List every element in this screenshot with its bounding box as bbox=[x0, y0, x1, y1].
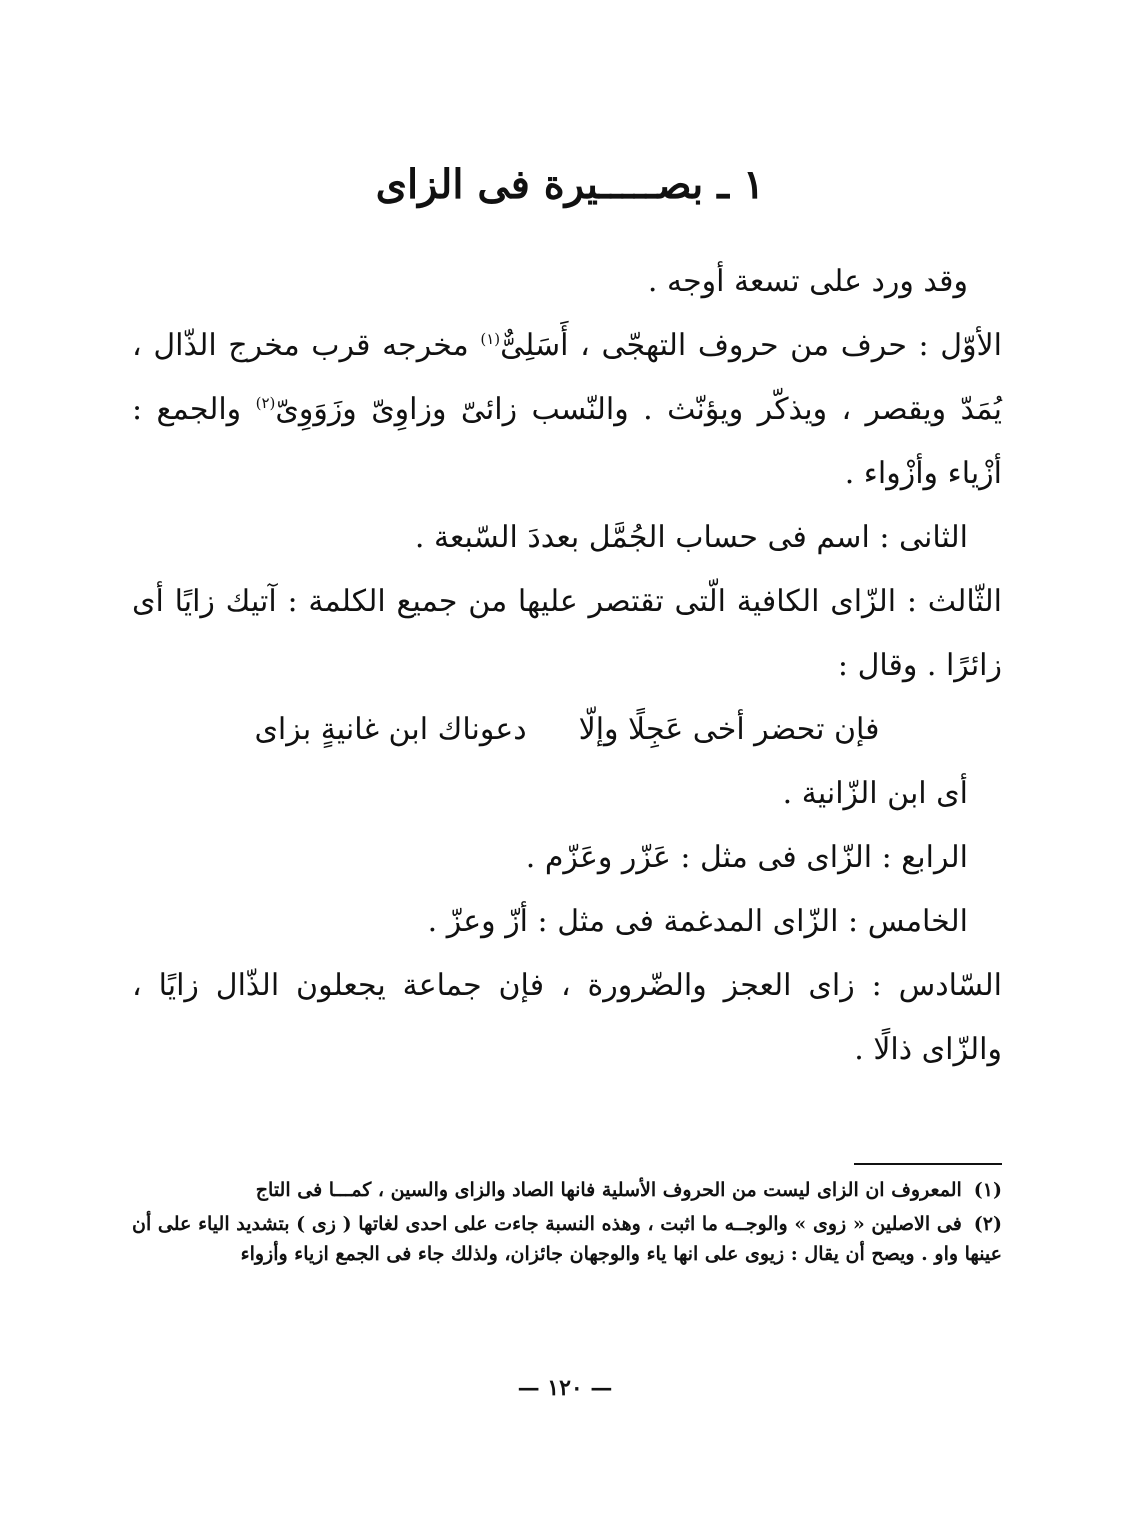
paragraph-fifth: الرابع : الزّاى فى مثل : عَزّر وعَزّم . bbox=[525, 840, 968, 875]
paragraph-intro: وقد ورد على تسعة أوجه . bbox=[647, 264, 968, 299]
footnote-item bbox=[132, 1175, 1002, 1205]
poem-verse bbox=[132, 698, 1002, 762]
footnote-item bbox=[132, 1209, 1002, 1269]
paragraph-second: الثانى : اسم فى حساب الجُمَّل بعددَ السّبعة . bbox=[414, 520, 968, 555]
page-number: — ١٢٠ — bbox=[517, 1375, 613, 1401]
paragraph-seventh: السّادس : زاى العجز والضّرورة ، فإن جماعة يجعلون الذّال زايًا ، والزّاى ذالًا . bbox=[132, 968, 1002, 1067]
footnote-text: المعروف ان الزاى ليست من الحروف الأسلية فانها الصاد والزاى والسين ، كمـــا فى التاج bbox=[255, 1179, 962, 1201]
footnotes bbox=[132, 1175, 1002, 1273]
footnote-divider bbox=[854, 1163, 1002, 1165]
paragraph-first bbox=[132, 314, 1002, 506]
paragraph-first-part-a: الأوّل : حرف من حروف التهجّى ، أَسَلِىٌّ bbox=[500, 328, 1002, 363]
paragraph-sixth: الخامس : الزّاى المدغمة فى مثل : أزّ وعزّ . bbox=[427, 904, 968, 939]
footnote-number: (٢) bbox=[973, 1213, 1002, 1235]
paragraph-first-part-c: والجمع : أزْياء وأزْواء . bbox=[132, 392, 1002, 491]
footnote-text: فى الاصلين « زوى » والوجــه ما اثبت ، وهذه النسبة جاءت على احدى لغاتها ( زى ) بتشديد الياء على أن عينها واو . ويصح أن يقال : زيوى على انها ياء والوجهان جائزان، ولذلك جاء فى الجمع ازياء وأزواء bbox=[132, 1213, 1002, 1265]
footnote-ref-1[interactable]: (١) bbox=[480, 330, 501, 348]
section-heading: ١ ـ بصـــــيرة فى الزاى bbox=[375, 161, 765, 208]
footnote-ref-2[interactable]: (٢) bbox=[255, 394, 276, 412]
verse-first-hemistich: فإن تحضر أخى عَجِلًا وإلّا bbox=[578, 712, 880, 747]
body-text bbox=[132, 250, 1002, 1082]
footnote-number: (١) bbox=[973, 1179, 1002, 1201]
paragraph-first-part-b: مخرجه قرب مخرج الذّال ، يُمَدّ ويقصر ، ويذكّر ويؤنّث . والنّسب زائىّ وزاوِىّ وزَوَوِىّ bbox=[132, 328, 1002, 427]
paragraph-fourth: أى ابن الزّانية . bbox=[782, 776, 968, 811]
paragraph-third: الثّالث : الزّاى الكافية الّتى تقتصر عليها من جميع الكلمة : آتيك زايًا أى زائرًا . وقال : bbox=[132, 584, 1002, 683]
verse-second-hemistich: دعوناك ابن غانيةٍ بزاى bbox=[254, 712, 527, 747]
